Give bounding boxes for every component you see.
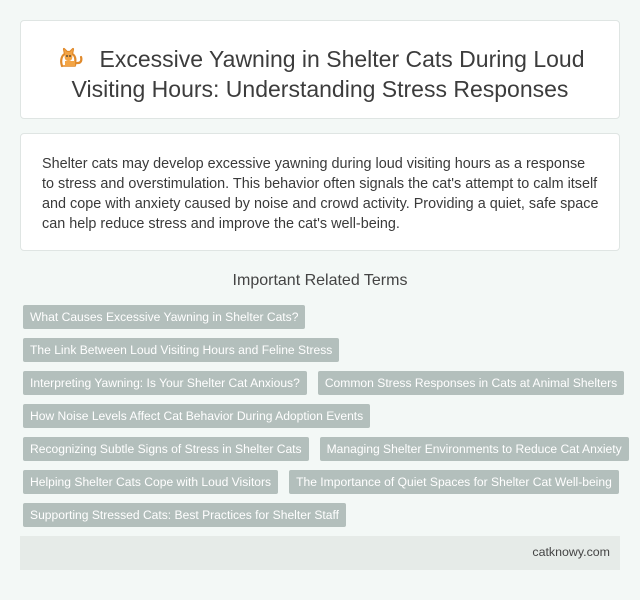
tag-row (23, 371, 623, 395)
tag-row (23, 338, 623, 362)
page-title (21, 44, 619, 104)
cat-icon (56, 46, 84, 70)
description-text: Shelter cats may develop excessive yawning during loud visiting hours as a response to stress and overstimulation. This behavior often signals the cat's attempt to calm itself and cope with anxiety caused by noise and crowd activity. Providing a quiet, safe space can help reduce stress and improve the cat's well-being. (42, 156, 599, 232)
related-terms-heading: Important Related Terms (232, 272, 408, 289)
related-term-tag[interactable]: The Link Between Loud Visiting Hours and Feline Stress (23, 338, 339, 362)
tag-row (23, 305, 623, 329)
title-line-1: Excessive Yawning in Shelter Cats During Loud (99, 46, 585, 72)
related-term-tag[interactable]: Supporting Stressed Cats: Best Practices for Shelter Staff (23, 503, 346, 527)
title-card (20, 20, 620, 119)
related-term-tag[interactable]: Common Stress Responses in Cats at Animal Shelters (318, 371, 624, 395)
related-term-tag[interactable]: Interpreting Yawning: Is Your Shelter Cat Anxious? (23, 371, 307, 395)
related-term-tag[interactable]: Managing Shelter Environments to Reduce Cat Anxiety (320, 437, 629, 461)
tag-row (23, 437, 623, 461)
tag-row (23, 404, 623, 428)
related-term-tag[interactable]: Recognizing Subtle Signs of Stress in Shelter Cats (23, 437, 309, 461)
title-line-2: Visiting Hours: Understanding Stress Responses (71, 76, 569, 102)
related-term-tag[interactable]: The Importance of Quiet Spaces for Shelter Cat Well-being (289, 470, 619, 494)
related-term-tag[interactable]: Helping Shelter Cats Cope with Loud Visitors (23, 470, 278, 494)
footer (20, 536, 620, 570)
related-term-tag[interactable]: What Causes Excessive Yawning in Shelter Cats? (23, 305, 305, 329)
tag-row (23, 470, 623, 494)
related-term-tag[interactable]: How Noise Levels Affect Cat Behavior During Adoption Events (23, 404, 370, 428)
footer-site-link[interactable]: catknowy.com (532, 545, 610, 559)
description-card (20, 133, 620, 251)
tag-row (23, 503, 623, 527)
related-terms-list (23, 305, 623, 536)
